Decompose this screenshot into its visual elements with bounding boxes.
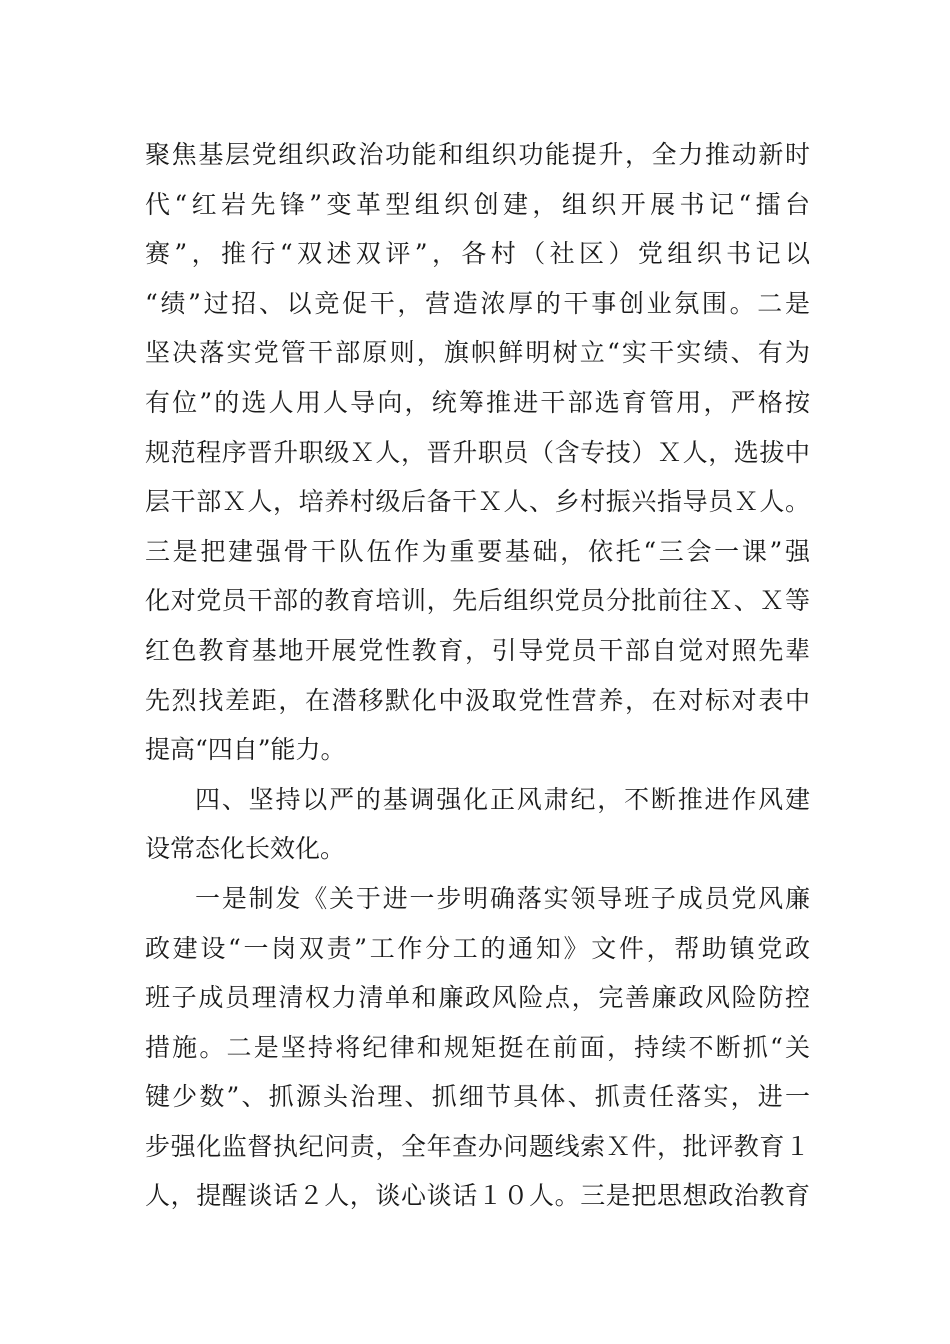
text-line: 红色教育基地开展党性教育，引导党员干部自觉对照先辈 xyxy=(145,635,810,665)
section-heading-line: 设常态化长效化。 xyxy=(145,834,346,864)
text-line: 规范程序晋升职级Ｘ人，晋升职员（含专技）Ｘ人，选拔中 xyxy=(145,437,810,467)
text-line: 班子成员理清权力清单和廉政风险点，完善廉政风险防控 xyxy=(145,983,810,1013)
text-line: 提高“四自”能力。 xyxy=(145,735,346,765)
section-heading-line: 四、坚持以严的基调强化正风肃纪，不断推进作风建 xyxy=(195,784,810,814)
text-line: 聚焦基层党组织政治功能和组织功能提升，全力推动新时 xyxy=(145,140,810,169)
text-line: 政建设“一岗双责”工作分工的通知》文件，帮助镇党政 xyxy=(145,933,810,963)
text-line: 先烈找差距，在潜移默化中汲取党性营养，在对标对表中 xyxy=(145,685,810,715)
text-line: “绩”过招、以竞促干，营造浓厚的干事创业氛围。二是 xyxy=(145,288,810,318)
text-line: 层干部Ｘ人，培养村级后备干Ｘ人、乡村振兴指导员Ｘ人。 xyxy=(145,487,810,517)
text-line: 化对党员干部的教育培训，先后组织党员分批前往Ｘ、Ｘ等 xyxy=(145,586,810,616)
text-line: 措施。二是坚持将纪律和规矩挺在前面，持续不断抓“关 xyxy=(145,1032,810,1062)
text-line: 键少数”、抓源头治理、抓细节具体、抓责任落实，进一 xyxy=(145,1082,810,1112)
text-line: 坚决落实党管干部原则，旗帜鲜明树立“实干实绩、有为 xyxy=(145,338,810,368)
text-line: 步强化监督执纪问责，全年查办问题线索Ｘ件，批评教育１ xyxy=(145,1131,810,1161)
text-line: 有位”的选人用人导向，统筹推进干部选育管用，严格按 xyxy=(145,387,810,417)
text-line: 一是制发《关于进一步明确落实领导班子成员党风廉 xyxy=(195,883,810,913)
body-text xyxy=(145,130,810,1221)
text-line: 人，提醒谈话２人，谈心谈话１０人。三是把思想政治教育 xyxy=(145,1181,810,1211)
text-line: 三是把建强骨干队伍作为重要基础，依托“三会一课”强 xyxy=(145,536,810,566)
text-line: 代“红岩先锋”变革型组织创建，组织开展书记“擂台 xyxy=(145,189,810,219)
text-line: 赛”，推行“双述双评”，各村（社区）党组织书记以 xyxy=(145,239,810,269)
